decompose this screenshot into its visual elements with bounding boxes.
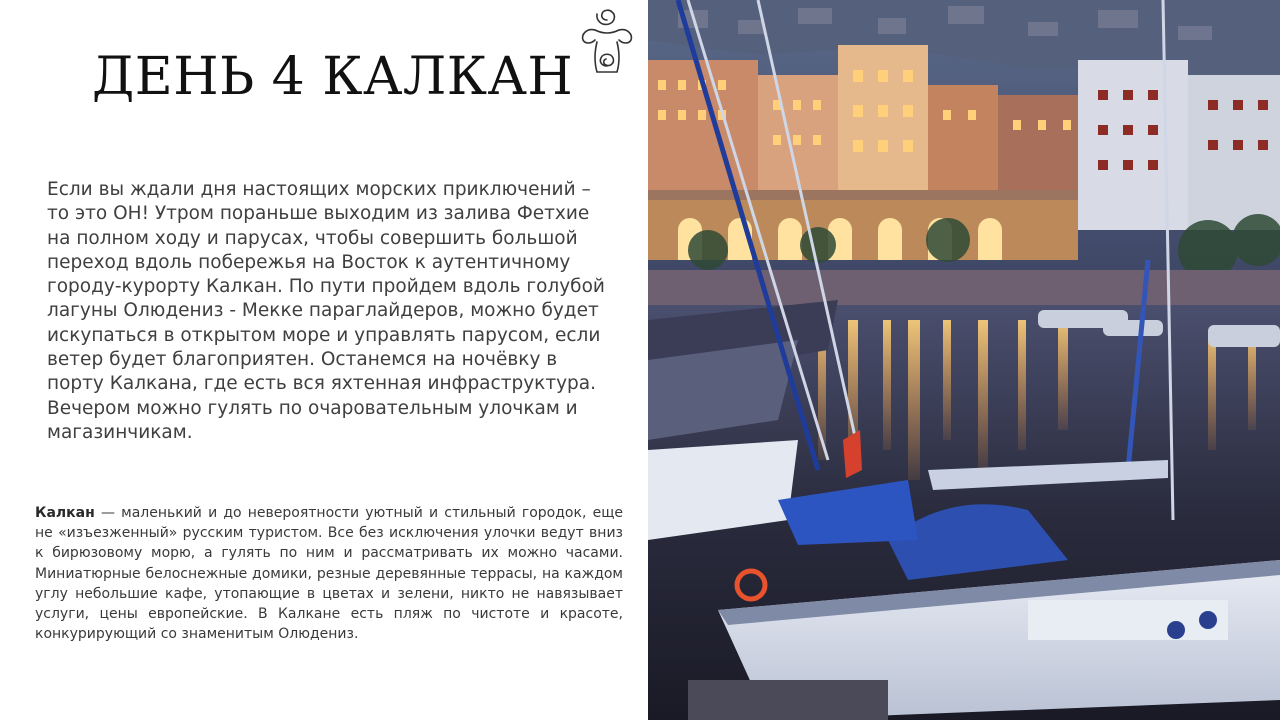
note-body: — маленький и до невероятности уютный и стильный городок, еще не «изъезженный» русским туристом. Все без исключения улочки ведут вниз к бирюзовому морю, а гулять по ним и рассматривать их можно часами. Миниатюрные белоснежные домики, резные деревянные террасы, на каждом углу небольшие кафе, утопающие в цветах и зелени, никто не навязывает услуги, цены европейские. В Калкане есть пляж по чистоте и красоте, конкурирующий со знаменитым Олюдениз.: [35, 505, 623, 643]
spiral-figure-icon: [573, 6, 643, 78]
day-description: Если вы ждали дня настоящих морских приключений – то это ОН! Утром пораньше выходим из залива Фетхие на полном ходу и парусах, чтобы совершить большой переход вдоль побережья на Восток к аутентичному городу-курорту Калкан. По пути пройдем вдоль голубой лагуны Олюдениз - Мекке параглайдеров, можно будет искупаться в открытом море и управлять парусом, если ветер будет благоприятен. Останемся на ночёвку в порту Калкана, где есть вся яхтенная инфраструктура. Вечером можно гулять по очаровательным улочкам и магазинчикам.: [47, 179, 605, 443]
note-heading: Калкан: [35, 505, 95, 521]
harbor-night-photo: [648, 0, 1280, 720]
slide-title: ДЕНЬ 4 КАЛКАН: [92, 47, 574, 107]
kalkan-note: [35, 503, 623, 644]
